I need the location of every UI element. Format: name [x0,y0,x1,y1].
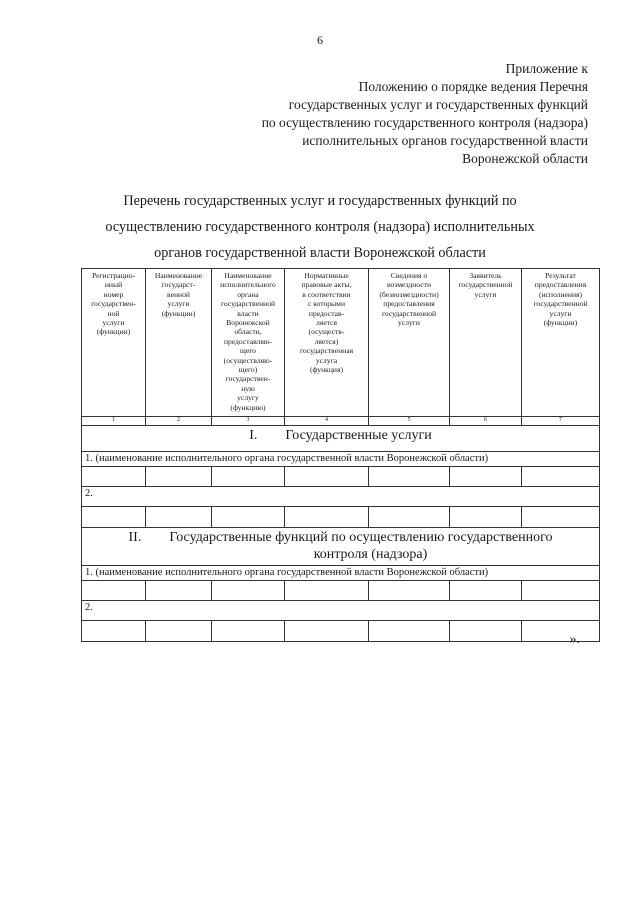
appendix-line: Приложение к [505,61,588,76]
table-cell [450,581,522,601]
table-cell [369,621,450,642]
header-result: Результат предоставления (исполнения) государственной услуги (функции) [522,269,600,417]
column-number: 6 [450,417,522,426]
table-cell [285,507,369,528]
table-row [82,507,600,528]
services-list-table [81,268,600,642]
table-cell [285,467,369,487]
organization-name-placeholder: 1. (наименование исполнительного органа государственной власти Воронежской области) [82,566,600,581]
header-service-name: Наименование государст- венной услуги (функции) [146,269,212,417]
organization-row [82,452,600,467]
table-cell [146,581,212,601]
section-title-continuation: контроля (надзора) [313,547,428,562]
table-cell [369,581,450,601]
organization-row [82,566,600,581]
column-number: 4 [285,417,369,426]
column-number: 7 [522,417,600,426]
section-numeral: II. [128,530,142,545]
table-cell [450,621,522,642]
appendix-line: Положению о порядке ведения Перечня [358,79,588,94]
header-legal-acts: Нормативные правовые акты, в соответствии с которыми предостав- ляется (осуществ- ляется) государственная услуга (функция) [285,269,369,417]
table-cell [285,581,369,601]
table-cell [82,621,146,642]
table-header-row [82,269,600,417]
table-cell [82,507,146,528]
table-cell [522,581,600,601]
table-cell [522,507,600,528]
table-cell [212,621,285,642]
section-heading-services [82,426,600,452]
organization-number: 2. [82,487,600,507]
column-number: 1 [82,417,146,426]
column-number: 2 [146,417,212,426]
table-cell [285,621,369,642]
table-row [82,621,600,642]
section-title: Государственные услуги [285,428,432,443]
title-line: органов государственной власти Воронежской области [154,245,486,261]
header-payment-info: Сведения о возмездности (безвозмездности) предоставления государственной услуги [369,269,450,417]
column-number: 3 [212,417,285,426]
organization-row [82,487,600,507]
column-number-row [82,417,600,426]
appendix-line: государственных услуг и государственных функций [288,97,588,112]
table-cell [522,621,600,642]
title-line: осуществлению государственного контроля (надзора) исполнительных [105,219,535,235]
table-cell [82,467,146,487]
section-title: Государственные функций по осуществлению государственного [169,530,553,545]
section-heading-functions [82,528,600,566]
title-line: Перечень государственных услуг и государственных функций по [123,193,517,209]
header-executive-body: Наименование исполнительного органа государственной власти Воронежской области, предоставляю- щего (осуществляю- щего) государствен- ную услугу (функцию) [212,269,285,417]
document-title [40,188,600,266]
table-cell [146,467,212,487]
appendix-line: исполнительных органов государственной власти [302,133,588,148]
organization-name-placeholder: 1. (наименование исполнительного органа государственной власти Воронежской области) [82,452,600,467]
appendix-line: Воронежской области [462,151,588,166]
section-heading-row [82,426,600,452]
table-cell [450,467,522,487]
table-cell [369,507,450,528]
table-cell [450,507,522,528]
table-cell [82,581,146,601]
page-number: 6 [317,33,323,47]
appendix-reference [262,60,588,168]
closing-quote-mark: ». [569,632,580,647]
table-cell [212,467,285,487]
table-row [82,581,600,601]
organization-number: 2. [82,601,600,621]
section-numeral: I. [249,428,258,443]
table-cell [522,467,600,487]
table-cell [369,467,450,487]
header-registration-number: Регистрацио- нный номер государствен- ной услуги (функции) [82,269,146,417]
column-number: 5 [369,417,450,426]
header-applicant: Заявитель государственной услуги [450,269,522,417]
appendix-line: по осуществлению государственного контроля (надзора) [261,115,588,130]
table-cell [212,581,285,601]
organization-row [82,601,600,621]
table-row [82,467,600,487]
section-heading-row [82,528,600,566]
table-cell [146,621,212,642]
table-cell [146,507,212,528]
table-cell [212,507,285,528]
